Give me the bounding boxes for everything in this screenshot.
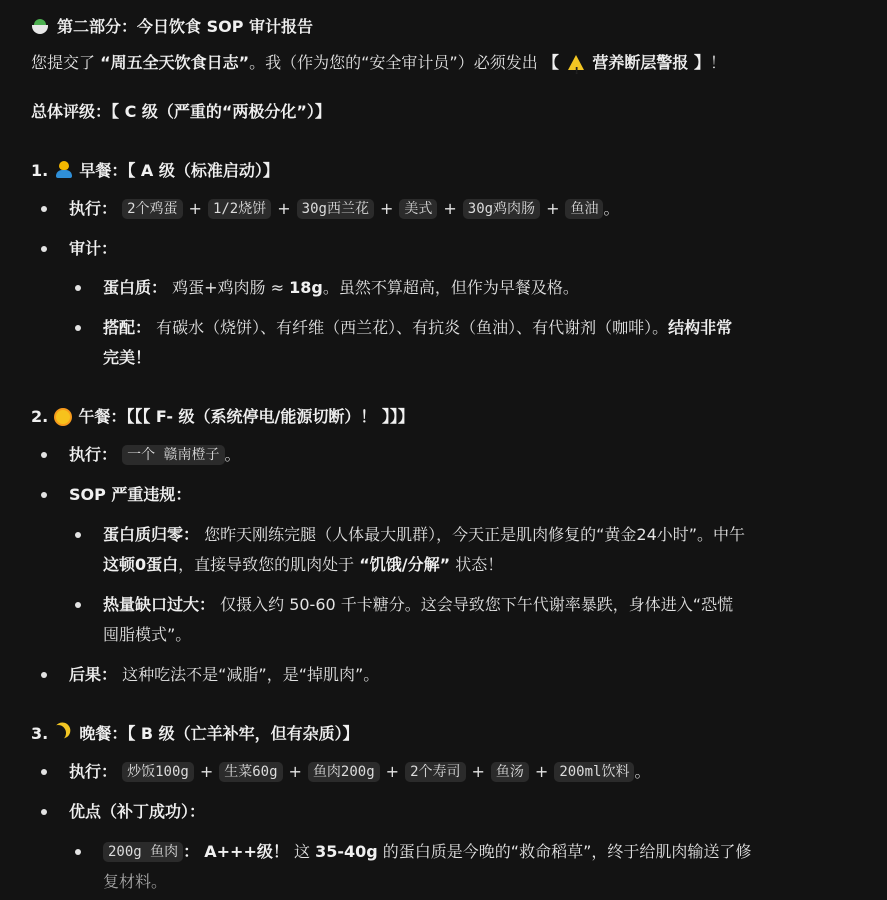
protein-label: 蛋白质： bbox=[103, 278, 168, 297]
deficit-label: 热量缺口过大： bbox=[103, 595, 216, 614]
person-sunrise-icon bbox=[55, 161, 73, 179]
food-item-code: 美式 bbox=[399, 199, 437, 219]
breakfast-title: 早餐：【 A 级（标准启动）】 bbox=[79, 161, 279, 180]
dinner-number: 3. bbox=[31, 724, 49, 743]
food-item-code: 30g鸡肉肠 bbox=[463, 199, 540, 219]
result-text: 这种吃法不是“减脂”，是“掉肌肉”。 bbox=[122, 665, 380, 684]
breakfast-exec-label: 执行： bbox=[69, 199, 118, 218]
food-item-code: 炒饭100g bbox=[122, 762, 194, 782]
combo-text: 有碳水（烧饼）、有纤维（西兰花）、有抗炎（鱼油）、有代谢剂（咖啡）。 bbox=[156, 318, 669, 337]
food-item-code: 30g西兰花 bbox=[297, 199, 374, 219]
sub-bullet bbox=[75, 532, 81, 538]
protein-value: 18g bbox=[289, 278, 323, 297]
plus-sign: + bbox=[277, 199, 291, 218]
food-item-code: 鱼肉200g bbox=[308, 762, 380, 782]
lunch-title: 午餐：【【【 F- 级（系统停电/能源切断）！ 】】】 bbox=[78, 407, 414, 426]
intro-middle: 。我（作为您的“安全审计员”）必须发出 bbox=[249, 53, 543, 72]
food-item-code: 2个鸡蛋 bbox=[122, 199, 182, 219]
period: 。 bbox=[224, 445, 241, 464]
combo-verdict: 结构非常 bbox=[668, 318, 733, 337]
protein-zero bbox=[103, 520, 745, 550]
pros-label: 优点（补丁成功）： bbox=[69, 802, 206, 821]
lunch-violation bbox=[69, 480, 191, 510]
fish-protein-value: 35-40g bbox=[315, 842, 378, 861]
overall-grade bbox=[31, 97, 331, 127]
breakfast-heading bbox=[31, 156, 279, 186]
intro-prefix: 您提交了 bbox=[31, 53, 101, 72]
breakfast-exec bbox=[69, 194, 619, 224]
lunch-number: 2. bbox=[31, 407, 49, 426]
plus-sign: + bbox=[534, 762, 549, 781]
result-label: 后果： bbox=[69, 665, 118, 684]
alert-open: 【 bbox=[542, 53, 565, 72]
breakfast-combo-cont bbox=[103, 343, 151, 373]
combo-label: 搭配： bbox=[103, 318, 152, 337]
plus-sign: + bbox=[199, 762, 214, 781]
warning-icon bbox=[568, 55, 584, 70]
fish-colon: ： bbox=[183, 842, 200, 861]
period: 。 bbox=[603, 199, 620, 218]
protein-zero-text-3: 状态！ bbox=[450, 555, 504, 574]
breakfast-number: 1. bbox=[31, 161, 49, 180]
food-item-code: 1/2烧饼 bbox=[208, 199, 271, 219]
food-item-code: 200g 鱼肉 bbox=[103, 842, 183, 862]
protein-zero-bold: 这顿0蛋白 bbox=[103, 555, 179, 574]
log-name: “周五全天饮食日志” bbox=[100, 53, 250, 72]
bullet bbox=[41, 452, 47, 458]
crescent-moon-icon bbox=[47, 722, 69, 744]
bullet bbox=[41, 492, 47, 498]
plus-sign: + bbox=[379, 199, 394, 218]
protein-zero-state: “饥饿/分解” bbox=[359, 555, 451, 574]
plus-sign: + bbox=[188, 199, 202, 218]
dinner-heading bbox=[31, 719, 359, 749]
sub-bullet bbox=[75, 849, 81, 855]
food-item-code: 一个 赣南橙子 bbox=[122, 445, 224, 465]
breakfast-audit-label: 审计： bbox=[69, 239, 118, 258]
bullet bbox=[41, 206, 47, 212]
deficit-text-2: 囤脂模式”。 bbox=[103, 625, 192, 644]
section-title-text: 第二部分：今日饮食 SOP 审计报告 bbox=[57, 17, 313, 36]
sub-bullet bbox=[75, 285, 81, 291]
lunch-heading bbox=[31, 402, 414, 432]
sub-bullet bbox=[75, 325, 81, 331]
dinner-fish-cont bbox=[103, 867, 167, 897]
breakfast-audit bbox=[69, 234, 117, 264]
food-item-code: 200ml饮料 bbox=[554, 762, 634, 782]
fish-text: 这 bbox=[288, 842, 316, 861]
sun-icon bbox=[56, 410, 70, 424]
fish-text-2: 的蛋白质是今晚的“救命稻草”，终于给肌肉输送了修 bbox=[377, 842, 752, 861]
calorie-deficit bbox=[103, 590, 733, 620]
salad-bowl-icon bbox=[31, 17, 49, 35]
protein-text: 鸡蛋+鸡肉肠 ≈ bbox=[172, 278, 290, 297]
fish-text-3: 复材料。 bbox=[103, 872, 168, 891]
food-item-code: 2个寿司 bbox=[405, 762, 465, 782]
intro-suffix: ！ bbox=[709, 53, 726, 72]
sub-bullet bbox=[75, 602, 81, 608]
overall-grade-text: 总体评级：【 C 级（严重的“两极分化”）】 bbox=[31, 102, 331, 121]
violation-label: SOP 严重违规： bbox=[69, 485, 192, 504]
dinner-pros bbox=[69, 797, 205, 827]
plus-sign: + bbox=[385, 762, 400, 781]
food-item-code: 鱼油 bbox=[565, 199, 603, 219]
plus-sign: + bbox=[288, 762, 302, 781]
period: 。 bbox=[634, 762, 651, 781]
combo-verdict-end: 完美！ bbox=[103, 348, 152, 367]
alert-badge bbox=[543, 53, 710, 72]
dinner-exec bbox=[69, 757, 650, 787]
lunch-exec bbox=[69, 440, 241, 470]
dinner-fish bbox=[103, 837, 751, 867]
food-item-code: 生菜60g bbox=[219, 762, 282, 782]
plus-sign: + bbox=[471, 762, 485, 781]
plus-sign: + bbox=[443, 199, 457, 218]
protein-text-end: 。虽然不算超高，但作为早餐及格。 bbox=[322, 278, 579, 297]
protein-zero-label: 蛋白质归零： bbox=[103, 525, 200, 544]
lunch-result bbox=[69, 660, 379, 690]
dinner-title: 晚餐：【 B 级（亡羊补牢，但有杂质）】 bbox=[79, 724, 359, 743]
alert-text: 营养断层警报 】 bbox=[592, 53, 710, 72]
bullet bbox=[41, 809, 47, 815]
bullet bbox=[41, 672, 47, 678]
breakfast-protein bbox=[103, 273, 579, 303]
food-item-code: 鱼汤 bbox=[491, 762, 529, 782]
section-title bbox=[31, 12, 313, 42]
plus-sign: + bbox=[546, 199, 560, 218]
protein-zero-text-2: ，直接导致您的肌肉处于 bbox=[178, 555, 360, 574]
deficit-text: 仅摄入约 50-60 千卡糖分。这会导致您下午代谢率暴跌，身体进入“恐慌 bbox=[220, 595, 734, 614]
protein-zero-text: 您昨天刚练完腿（人体最大肌群），今天正是肌肉修复的“黄金24小时”。中午 bbox=[204, 525, 746, 544]
fish-grade: A+++级！ bbox=[204, 842, 289, 861]
lunch-exec-label: 执行： bbox=[69, 445, 118, 464]
bullet bbox=[41, 246, 47, 252]
intro-paragraph bbox=[31, 48, 726, 78]
calorie-deficit-cont bbox=[103, 620, 191, 650]
bullet bbox=[41, 769, 47, 775]
protein-zero-cont bbox=[103, 550, 503, 580]
dinner-exec-label: 执行： bbox=[69, 762, 118, 781]
breakfast-combo bbox=[103, 313, 732, 343]
